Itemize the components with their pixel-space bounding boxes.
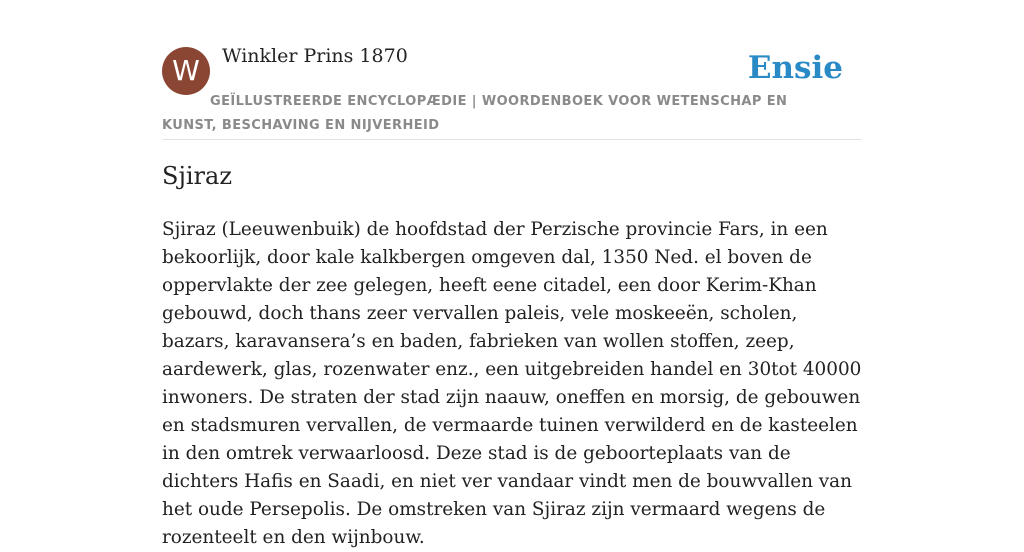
avatar[interactable]: W (162, 47, 210, 95)
article-title: Sjiraz (162, 162, 232, 190)
source-subtitle: GEÏLLUSTREERDE ENCYCLOPÆDIE | WOORDENBOEK VOOR WETENSCHAP EN KUNST, BESCHAVING EN NIJVERHEID (162, 94, 788, 133)
brand-logo[interactable]: Ensie (747, 50, 843, 86)
article-body: Sjiraz (Leeuwenbuik) de hoofdstad der Perzische provincie Fars, in een bekoorlijk, door kale kalkbergen omgeven dal, 1350 Ned. el boven de oppervlakte der zee gelegen, heeft eene citadel, een door Kerim-Khan gebouwd, doch thans zeer vervallen paleis, vele moskeeën, scholen, bazars, karavansera’s en baden, fabrieken van wollen stoffen, zeep, aardewerk, glas, rozenwater enz., een uitgebreiden handel en 30tot 40000 inwoners. De straten der stad zijn naauw, oneffen en morsig, de gebouwen en stadsmuren vervallen, de vermaarde tuinen verwilderd en de kasteelen in den omtrek verwaarloosd. Deze stad is de geboorteplaats van de dichters Hafis en Saadi, en niet ver vandaar vindt men de bouwvallen van het oude Persepolis. De omstreken van Sjiraz zijn vermaard wegens de rozenteelt en den wijnbouw. (162, 219, 862, 548)
header-divider (162, 139, 862, 140)
source-title[interactable]: Winkler Prins 1870 (222, 45, 408, 67)
